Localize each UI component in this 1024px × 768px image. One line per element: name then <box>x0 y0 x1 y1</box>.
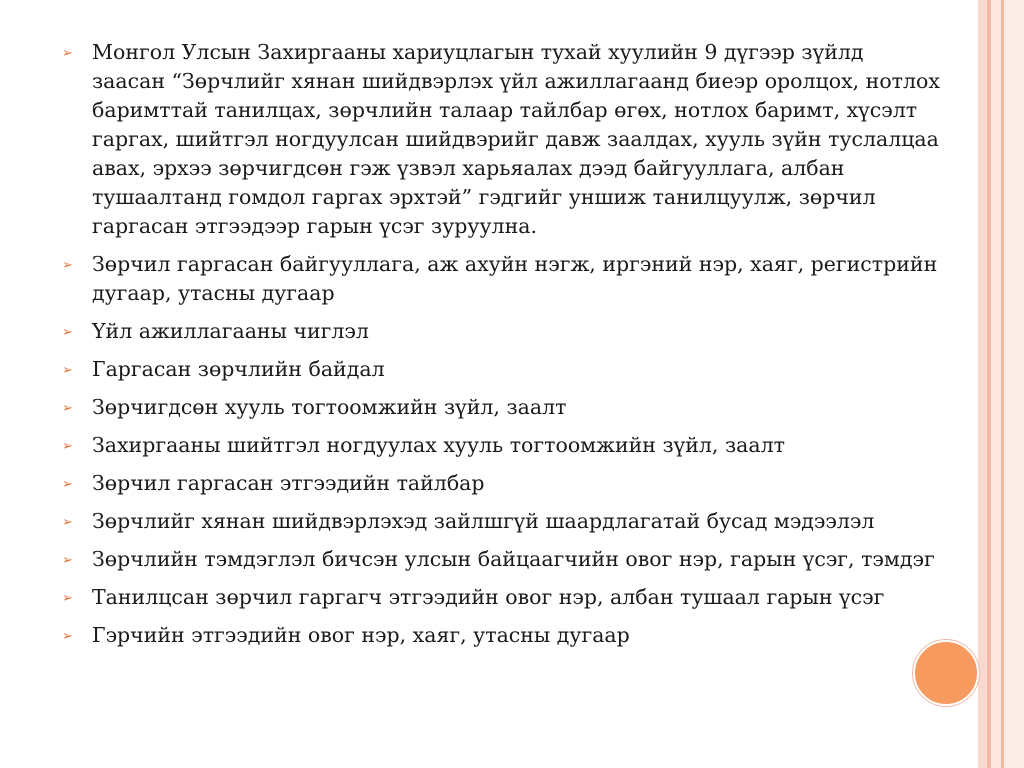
list-item-text: Үйл ажиллагааны чиглэл <box>92 319 369 343</box>
list-item-text: Зөрчлийг хянан шийдвэрлэхэд зайлшгүй шаардлагатай бусад мэдээлэл <box>92 509 875 533</box>
list-item <box>62 545 942 574</box>
list-item-text: Гэрчийн этгээдийн овог нэр, хаяг, утасны дугаар <box>92 623 630 647</box>
chevron-right-icon: ➢ <box>62 629 73 644</box>
list-item <box>62 469 942 498</box>
list-item-text: Зөрчил гаргасан байгууллага, аж ахуйн нэгж, иргэний нэр, хаяг, регистрийн дугаар, утасны дугаар <box>92 252 938 305</box>
list-item <box>62 38 942 241</box>
chevron-right-icon: ➢ <box>62 477 73 492</box>
decorative-stripe <box>978 0 987 768</box>
list-item <box>62 621 942 650</box>
list-item-text: Зөрчлийн тэмдэглэл бичсэн улсын байцаагчийн овог нэр, гарын үсэг, тэмдэг <box>92 547 935 571</box>
bullet-list <box>62 38 942 650</box>
chevron-right-icon: ➢ <box>62 591 73 606</box>
list-item-text: Зөрчигдсөн хууль тогтоомжийн зүйл, заалт <box>92 395 567 419</box>
list-item <box>62 393 942 422</box>
list-item <box>62 507 942 536</box>
chevron-right-icon: ➢ <box>62 439 73 454</box>
list-item-text: Танилцсан зөрчил гаргагч этгээдийн овог нэр, албан тушаал гарын үсэг <box>92 585 885 609</box>
decorative-stripe <box>1004 0 1024 768</box>
list-item-text: Зөрчил гаргасан этгээдийн тайлбар <box>92 471 485 495</box>
list-item-text: Захиргааны шийтгэл ногдуулах хууль тогтоомжийн зүйл, заалт <box>92 433 785 457</box>
chevron-right-icon: ➢ <box>62 553 73 568</box>
chevron-right-icon: ➢ <box>62 515 73 530</box>
list-item-text: Гаргасан зөрчлийн байдал <box>92 357 385 381</box>
chevron-right-icon: ➢ <box>62 401 73 416</box>
list-item <box>62 431 942 460</box>
chevron-right-icon: ➢ <box>62 46 73 61</box>
chevron-right-icon: ➢ <box>62 325 73 340</box>
list-item <box>62 583 942 612</box>
list-item <box>62 355 942 384</box>
list-item <box>62 250 942 308</box>
slide-body <box>62 38 942 659</box>
list-item <box>62 317 942 346</box>
chevron-right-icon: ➢ <box>62 258 73 273</box>
list-item-text: Монгол Улсын Захиргааны хариуцлагын тухай хуулийн 9 дүгээр зүйлд заасан “Зөрчлийг хянан шийдвэрлэх үйл ажиллагаанд биеэр оролцох, нотлох баримттай танилцах, зөрчлийн талаар тайлбар өгөх, нотлох баримт, хүсэлт гаргах, шийтгэл ногдуулсан шийдвэрийг давж заалдах, хууль зүйн туслалцаа авах, эрхээ зөрчигдсөн гэж үзвэл харьяалах дээд байгууллага, албан тушаалтанд гомдол гаргах эрхтэй” гэдгийг уншиж танилцуулж, зөрчил гаргасан этгээдээр гарын үсэг зуруулна. <box>92 40 940 238</box>
decorative-stripe <box>991 0 1001 768</box>
chevron-right-icon: ➢ <box>62 363 73 378</box>
